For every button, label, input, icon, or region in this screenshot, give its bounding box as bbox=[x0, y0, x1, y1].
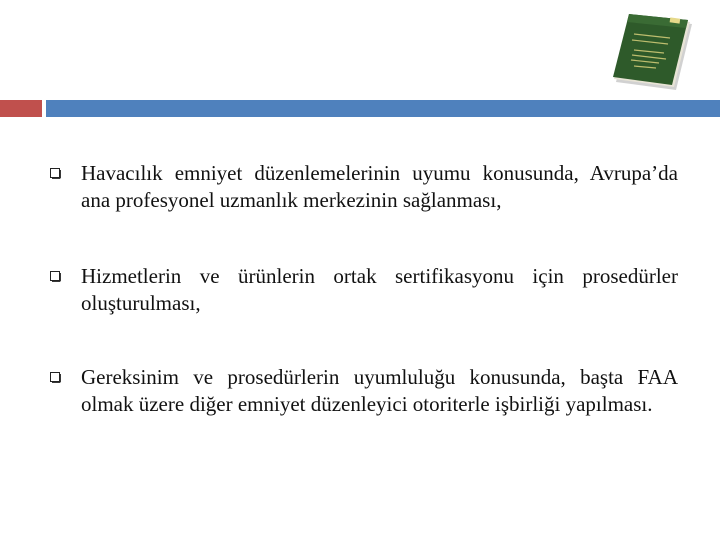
square-bullet-icon bbox=[50, 372, 62, 384]
header-accent-red-bar bbox=[0, 100, 42, 117]
bullet-text: Hizmetlerin ve ürünlerin ortak sertifikasyonu için prosedürler oluşturulması, bbox=[81, 264, 678, 315]
bullet-text: Havacılık emniyet düzenlemelerinin uyumu konusunda, Avrupa’da ana profesyonel uzmanlık merkezinin sağlanması, bbox=[81, 161, 678, 212]
bullet-text: Gereksinim ve prosedürlerin uyumluluğu konusunda, başta FAA olmak üzere diğer emniyet düzenleyici otoriterle işbirliği yapılması. bbox=[81, 365, 678, 416]
green-book-icon bbox=[612, 14, 694, 90]
square-bullet-icon bbox=[50, 168, 62, 180]
header-accent-blue-bar bbox=[46, 100, 720, 117]
square-bullet-icon bbox=[50, 271, 62, 283]
